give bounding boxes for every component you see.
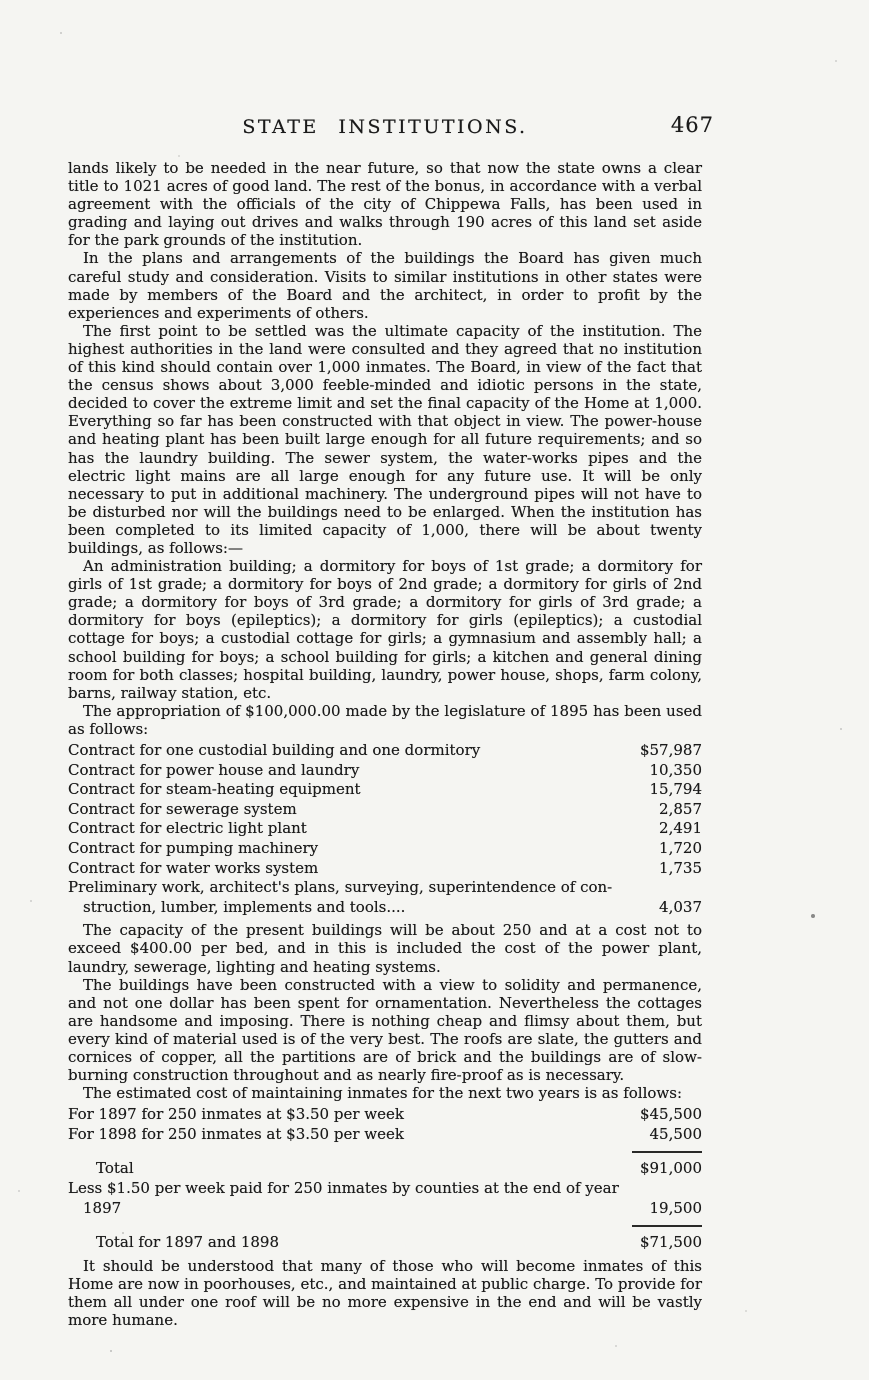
table-row [68, 761, 702, 781]
table-row [68, 839, 702, 859]
row-label: Contract for electric light plant [68, 819, 307, 838]
row-amount: $71,500 [639, 1233, 702, 1252]
table-row [68, 1105, 702, 1125]
row-label-line2: struction, lumber, implements and tools.... [83, 897, 406, 916]
maintenance-cost-table [68, 1105, 702, 1253]
table-row [68, 741, 702, 761]
row-continuation [68, 1199, 702, 1219]
running-head [68, 113, 714, 140]
row-amount: $45,500 [639, 1105, 702, 1124]
table-row-grand-total [68, 1233, 702, 1253]
row-amount: 2,491 [659, 819, 702, 838]
para-building-list: An administration building; a dormitory for boys of 1st grade; a dormitory for girls of 1st grade; a dormitory for boys of 2nd grade; a dormitory for girls of 2nd grade; a dormitory for boys of 3rd grade; a dormitory for girls of 3rd grade; a dormitory for boys (epileptics); a dormitory for girls (epileptics); a custodial cottage for boys; a custodial cottage for girls; a gymnasium and assembly hall; a school building for boys; a school building for girls; a kitchen and general dining room for both classes; hospital building, laundry, power house, shops, farm colony, barns, railway station, etc. [68, 557, 702, 702]
scan-noise [0, 0, 2, 2]
para-capacity-decision: The first point to be settled was the ultimate capacity of the institution. The highest authorities in the land were consulted and they agreed that no institution of this kind should contain over 1,000 inmates. The Board, in view of the fact that the census shows about 3,000 feeble-minded and idiotic persons in the state, decided to cover the extreme limit and set the final capacity of the Home at 1,000. Everything so far has been constructed with that object in view. The power-house and heating plant has been built large enough for all future requirements; and so has the laundry building. The sewer system, the water-works pipes and the electric light mains are all large enough for any future use. It will be only necessary to put in additional machinery. The underground pipes will not have to be disturbed nor will the buildings need to be enlarged. When the institution has been completed to its limited capacity of 1,000, there will be about twenty buildings, as follows:— [68, 321, 702, 557]
row-label: Contract for steam-heating equipment [68, 780, 361, 799]
para-present-capacity: The capacity of the present buildings will be about 250 and at a cost not to exceed $400.00 per bed, and in this is included the cost of the power plant, laundry, sewerage, lighting and heating systems. [68, 921, 702, 976]
table-row [68, 1125, 702, 1145]
row-label: Contract for water works system [68, 858, 319, 877]
row-label-line2: 1897 [83, 1198, 122, 1217]
sum-rule-row [68, 1151, 702, 1153]
para-closing: It should be understood that many of those who will become inmates of this Home are now in poorhouses, etc., and maintained at public charge. To provide for them all under one roof will be no more expensive in the end and will be vastly more humane. [68, 1256, 702, 1330]
para-maintenance-intro: The estimated cost of maintaining inmates for the next two years is as follows: [83, 1084, 683, 1103]
para-construction-quality: The buildings have been constructed with a view to solidity and permanence, and not one dollar has been spent for ornamentation. Nevertheless the cottages are handsome and imposing. There is nothing cheap and flimsy about them, but every kind of material used is of the very best. The roofs are slate, the gutters and cornices of copper, all the partitions are of brick and the buildings are of slow-burning construction throughout and as nearly fire-proof as is necessary. [68, 975, 702, 1085]
row-label: For 1898 for 250 inmates at $3.50 per week [68, 1124, 404, 1143]
row-label: Contract for sewerage system [68, 799, 297, 818]
row-continuation [68, 898, 702, 918]
text-block [68, 159, 702, 1329]
row-amount: 15,794 [649, 780, 702, 799]
row-amount: 45,500 [649, 1124, 702, 1143]
sum-rule [632, 1151, 702, 1153]
row-label: Contract for one custodial building and one dormitory [68, 741, 481, 759]
table-row-less [68, 1179, 702, 1218]
row-label-line1: Preliminary work, architect's plans, surveying, superintendence of con- [68, 878, 613, 897]
row-label: Total for 1897 and 1898 [96, 1233, 280, 1252]
table-row-preliminary [68, 878, 702, 917]
row-label: Contract for power house and laundry [68, 760, 360, 779]
row-amount: 1,720 [659, 838, 702, 857]
page-number: 467 [670, 113, 714, 137]
row-amount: 1,735 [659, 858, 702, 877]
sum-rule [632, 1225, 702, 1227]
sum-rule-row [68, 1225, 702, 1227]
row-amount: 10,350 [649, 760, 702, 779]
appropriation-table [68, 741, 702, 917]
row-label-line1: Less $1.50 per week paid for 250 inmates by counties at the end of year [68, 1179, 619, 1198]
table-row-total [68, 1159, 702, 1179]
row-amount: $91,000 [639, 1159, 702, 1178]
table-row [68, 780, 702, 800]
page-title: STATE INSTITUTIONS. [242, 116, 528, 138]
row-amount: 4,037 [659, 897, 702, 916]
table-row [68, 800, 702, 820]
row-amount: 2,857 [659, 799, 702, 818]
row-amount: $57,987 [639, 741, 702, 759]
para-lands: lands likely to be needed in the near future, so that now the state owns a clear title to 1021 acres of good land. The rest of the bonus, in accordance with a verbal agreement with the officials of the city of Chippewa Falls, has been used in grading and laying out drives and walks through 190 acres of this land set aside for the park grounds of the institution. [68, 159, 702, 250]
table-row [68, 859, 702, 879]
row-label: Contract for pumping machinery [68, 838, 319, 857]
row-label: Total [96, 1159, 134, 1178]
para-plans: In the plans and arrangements of the buildings the Board has given much careful study and consideration. Visits to similar institutions in other states were made by members of the Board and the architect, in order to profit by the experiences and experiments of others. [68, 249, 702, 322]
row-label: For 1897 for 250 inmates at $3.50 per week [68, 1105, 404, 1124]
table-row [68, 819, 702, 839]
para-appropriation-intro: The appropriation of $100,000.00 made by the legislature of 1895 has been used as follows: [68, 701, 702, 738]
row-amount: 19,500 [649, 1198, 702, 1217]
